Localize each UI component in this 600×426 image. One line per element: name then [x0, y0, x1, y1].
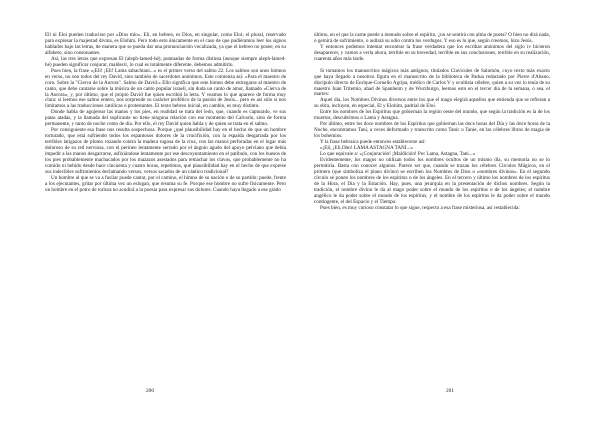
left-page-body — [45, 33, 286, 194]
right-page — [300, 0, 600, 426]
page-number-right: 201 — [446, 388, 454, 394]
hebrew-phrase: «¡Eli, ¡Eli,Ohn! LAMA ASTAGNA TANI...» — [320, 145, 413, 152]
paragraph: Eli ni Eloi pueden traducirse por «Dios mío». Eli, en hebreo, es Dios, en singular, como Eloi; el plural, reservado para expresar la majestad divina, es Elohim. Pero todo esto únicamente en el caso de que pudiéramos leer los signos hablados bajo las letras, de manera que se pueda dar una pronunciación vocalizada, ya que el hebreo no posee, en su alfabeto, sino consonantes. — [45, 32, 286, 56]
paragraph: Y la frase hebraica puede entonces establecerse así: — [320, 139, 426, 146]
paragraph: Un hombre al que se va a fusilar puede cantar, por el camino, el himno de su nación o de su partido; puede, frente a los ejecutantes, gritar por última vez un eslogan, que resuma su fe. Porque ese hombre no sufre físicamente. Pero un hombre en el potro de tortura no acudirá a la poesía para expresar sus dolores. Cuando haya llegado a ese grado — [45, 174, 286, 193]
paragraph: Lo que equivale a: «¡Conjuración! ¡Maldición! Por Lama, Astagna, Tani...» — [320, 151, 476, 157]
paragraph: Por último, entre los doce nombres de los Espíritus que gobiernan las doce horas del Día y las doce horas de la Noche, encontramos Tani, a veces deformado y transcrito como Tanic o Tanie, en las célebres libros de magia de los bohemios. — [314, 121, 550, 140]
paragraph: Evidentemente, los magos no utilizan todos los nombres ocultos de un mismo día, su memoria no se lo permitiría. Basta con conocer algunos. Parece ser que, cuando se trazan los célebres Círculos Mágicos, en el primero (que simboliza el plano divino) se escriben los Nombres de Dios o «nombres divinos». En el segundo círculo se ponen los nombres de los espíritus o de los ángeles. En el tercero y último los nombres de los espíritus de la Hora, el Día y la Estación. Hay, pues, una jerarquía en la presentación de dichos nombres. Según la tradición, el nombre divino le da al mago poder sobre el mundo de los espíritus o de los ángeles; el nombre angélico le da poder sobre el mundo de los espíritus, y el nombre de los espíritus le da poder sobre el mundo contingente, el del Espacio y el Tiempo. — [314, 156, 550, 205]
paragraph: Entre los nombres de los Espíritus que gobiernan la región oeste del mundo, que según la tradición es la de los muertos, descubrimos o Lama y Astagna. — [314, 109, 550, 122]
paragraph: Por consiguiente esa frase nos resulta sospechosa. Porque ¿qué plausibilidad hay en el hecho de que un hombre torturado, que está sufriendo todos los espantosos dolores de la crucifixión, con la espalda desgarrada por los terribles latigazos de plomo rozando contra la madera rugosa de la cruz, con las manos perforadas en el lugar más doloroso de su red nerviosa, con el perineo lentamente serrado por el ángulo agudo del apoyo pelviano que debía impedir a las manos desgarrarse, asfixiándose lentamente por ese descoyuntamiento en el patíbulo, con los huesos de los pies probablemente machacados por los mazazos asestados para remachar los clavos, que probablemente no ha comido ni bebido desde hace cincuenta y cuatro horas, repetimos, qué plausibilidad hay en el hecho de que exprese sus indecibles sufrimientos declamando versos, versos sacados de un cántico tradicional? — [45, 127, 286, 175]
paragraph: Si tomamos los manuscritos mágicos más antiguos, titulados Clavicules de Salomón, cuyo texto más exacto que haya llegado a nosotros figura en el manuscrito de la biblioteca de Padua redactado por Pierre d'Abano, discípulo directo de Enrique-Cornelio Agripa, médico de Carlos V y ocultista célebre, quien a su vez lo tenía de su maestro Juan Tritemio, abad de Spanheim y de Wurzburgo, leemos esto en el tercer día de la semana, o sea, el martes: — [314, 67, 550, 98]
paragraph: Aquel día, los Nombres Divinos diversos entre los que el mago elegirá aquellos que entienda que se refieran a su obra, incluyen, en especial, El y Elohim, padrial de Eloi. — [314, 97, 550, 110]
paragraph: último, en el que la carne puede a menudo sobre el espíritu, ¿no se sentirá con alma de poeta? O bien no dirá nada, o gemirá de sufrimiento, o aullará su odio contra los verdugos. Y eso es lo que, según creemos, hizo Jesús. — [314, 32, 550, 44]
right-page-body — [314, 33, 550, 212]
paragraph: Pues bien, la frase «¡Eli! ¡Eli! Lama sabachtani...» es el primer verso del salmo 22. Los salmos son unos himnos en verso, no son todos del rey David, sino también de sacerdotes anónimos. Este comienza así: «Para el maestro de coro. Sobre la "Cierva de la Aurora". Salmo de David.» Ello significa que este himno debe entregarse al maestro de canto, que debe cantarse sobre la música de un canto popular israelí, sin duda un canto de amor, llamado «Cierva de la Aurora», y, por último, que el propio David fue quien escribió la letra. Y veamos lo que aparece de forma muy clara: si leemos ese salmo entero, nos sorprende su carácter profético de la pasión de Jesús... pero es así sólo si nos limitamos a las traducciones católicas o protestantes. El texto hebreo inicial, en cambio, es muy distinto. — [45, 67, 286, 110]
paragraph: Y entonces podemos intentar encontrar la frase verdadera que los escribas anónimos del siglo iv hicieron desaparecer, y vamos a verla ahora, terrible en su brevedad, terrible en sus conclusiones, terrible en su realización, cuarenta años más tarde. — [314, 43, 550, 62]
paragraph: Donde habla de agujerear las manos y los pies, en realidad se trata del león, que, cuando es capturado, ve sus patas atadas, y la llamada del suplicante no tiene ninguna relación con ese momento del Calvario, sino de forma permanente, y tanto de noche como de día. Por ello, el rey David quien habla y de quien se trata en el salmo. — [45, 109, 286, 128]
page-number-left: 200 — [146, 388, 154, 394]
paragraph: Así, las tres letras que expresan El (aleph-lamed-hé), puntuadas de forma distinta (aunque siempre aleph-lamed-hé) pueden significar conjurar, maldecir, lo cual es totalmente diferente, debemos admitirlo. — [45, 55, 286, 68]
paragraph: Pues bien, es muy curioso constatar lo que sigue, respecto a esa frase misteriosa, así restablecida: — [320, 204, 520, 211]
